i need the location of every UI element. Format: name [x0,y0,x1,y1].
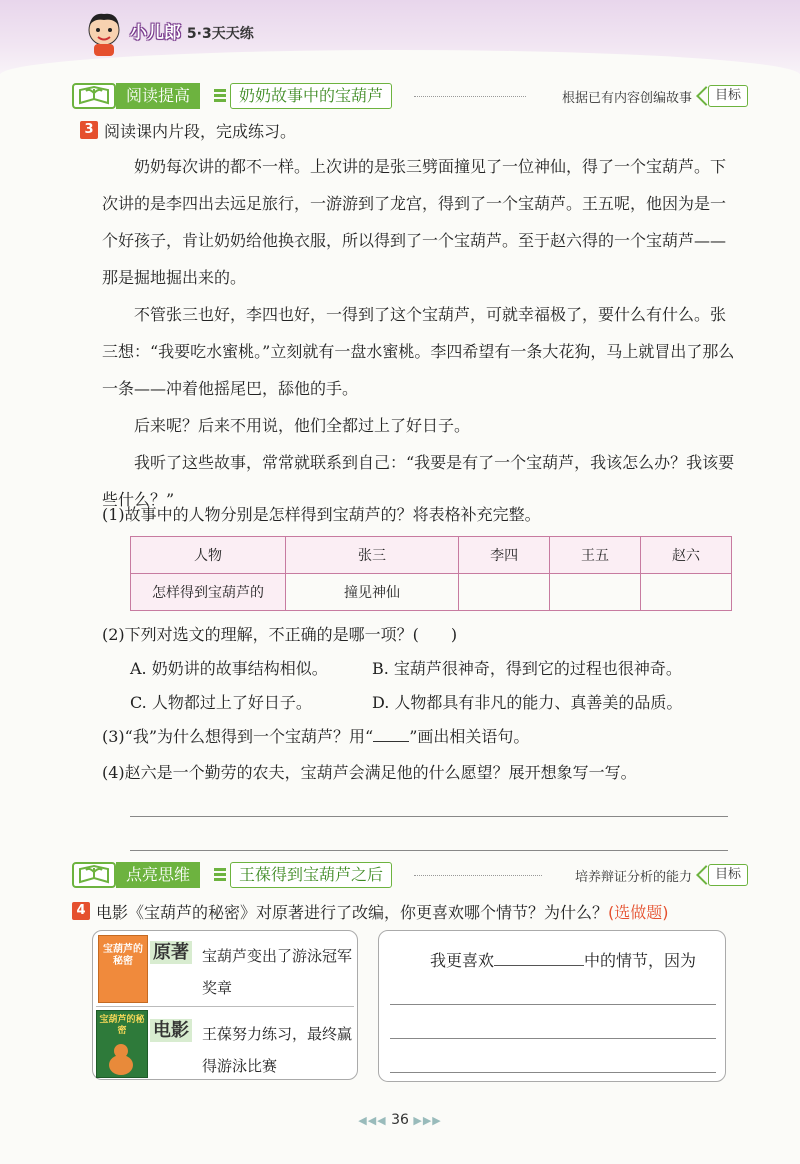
section-header-reading [72,83,748,109]
goal-tag: 目标 [708,864,748,886]
answer-prompt-text: 我更喜欢 [430,951,495,970]
book-description: 宝葫芦变出了游泳冠军奖章 [202,947,353,997]
section-label: 阅读提高 [116,83,200,109]
book-sprout-icon [72,862,116,888]
blank-line[interactable] [494,965,584,966]
option-c[interactable]: C. 人物都过上了好日子。 [130,693,312,712]
brand-title [130,18,254,43]
answer-line[interactable] [130,850,728,851]
answer-line[interactable] [390,1004,716,1005]
sub-question-1: (1)故事中的人物分别是怎样得到宝葫芦的？将表格补充完整。 [102,505,541,524]
table-header-cell: 人物 [131,537,286,574]
goal-tag: 目标 [708,85,748,107]
passage-paragraph: 我听了这些故事，常常就联系到自己：“我要是有了一个宝葫芦，我该怎么办？我该要些什么？” [102,453,735,509]
book-sprout-icon [72,83,116,109]
answer-prompt [430,948,696,971]
brand-series: 5·3天天练 [186,26,254,42]
brand-name: 小儿郎 [130,23,181,43]
question-prompt: 阅读课内片段，完成练习。 [104,122,297,141]
answer-line[interactable] [130,816,728,817]
table-header-cell: 李四 [459,537,550,574]
table-header-cell: 张三 [286,537,459,574]
book-tag-label: 原著 [150,941,192,964]
film-tag-label: 电影 [150,1019,192,1042]
equals-icon [214,868,226,882]
left-arrows-icon: ◀◀◀ [358,1114,387,1127]
answer-cell[interactable] [550,574,641,611]
question-prompt [96,900,669,923]
option-a[interactable]: A. 奶奶讲的故事结构相似。 [130,659,328,678]
optional-tag: (选做题) [608,903,669,922]
table-row-label: 怎样得到宝葫芦的 [131,574,286,611]
option-b[interactable]: B. 宝葫芦很神奇，得到它的过程也很神奇。 [372,659,682,678]
sub-question-2: (2)下列对选文的理解，不正确的是哪一项？( ) [102,625,458,644]
table-row [131,574,732,611]
section-goal: 培养辩证分析的能力 [574,870,692,885]
equals-icon [214,89,226,103]
sub-question-3 [102,724,529,747]
book-cover-title: 宝葫芦的秘密 [103,944,143,967]
book-tag [150,938,192,964]
film-description: 王葆努力练习，最终赢得游泳比赛 [202,1025,353,1075]
question-prompt-text: 电影《宝葫芦的秘密》对原著进行了改编，你更喜欢哪个情节？为什么？ [96,903,609,922]
sub-question-3-text-end: ”画出相关语句。 [409,727,530,746]
question-number: 4 [72,902,90,920]
mascot-logo [84,10,124,56]
answer-cell[interactable] [459,574,550,611]
sub-question-4: (4)赵六是一个勤劳的农夫，宝葫芦会满足他的什么愿望？展开想象写一写。 [102,763,637,782]
gourd-icon [97,1037,145,1077]
table-header-cell: 王五 [550,537,641,574]
answer-cell[interactable] [641,574,732,611]
sub-question-3-text: (3)“我”为什么想得到一个宝葫芦？用“ [102,727,374,746]
film-tag [150,1016,192,1042]
film-poster-title: 宝葫芦的秘密 [99,1015,145,1036]
passage-paragraph: 不管张三也好，李四也好，一得到了这个宝葫芦，可就幸福极了，要什么有什么。张三想：“我要吃水蜜桃。”立刻就有一盘水蜜桃。李四希望有一条大花狗，马上就冒出了那么一条——冲着他摇尾巴，舔他的手。 [102,305,735,398]
answer-line[interactable] [390,1038,716,1039]
passage [102,148,738,518]
page-footer [340,1112,460,1128]
question-number: 3 [80,121,98,139]
table-header-cell: 赵六 [641,537,732,574]
divider [414,96,526,97]
section-header-thinking [72,862,748,888]
table-cell: 撞见神仙 [286,574,459,611]
book-cover-image [98,935,148,1003]
passage-paragraph: 后来呢？后来不用说，他们全都过上了好日子。 [134,416,471,435]
section-label: 点亮思维 [116,862,200,888]
table-header-row [131,537,732,574]
underline-mark [373,741,409,742]
passage-paragraph: 奶奶每次讲的都不一样。上次讲的是张三劈面撞见了一位神仙，得了一个宝葫芦。下次讲的是李四出去远足旅行，一游游到了龙宫，得到了一个宝葫芦。王五呢，他因为是一个好孩子，肯让奶奶给他换衣服，所以得到了一个宝葫芦。至于赵六得的一个宝葫芦——那是掘地掘出来的。 [102,157,727,287]
section-title: 王葆得到宝葫芦之后 [230,862,392,888]
card-divider [96,1006,354,1007]
answer-prompt-text-end: 中的情节，因为 [584,951,697,970]
answer-table [130,536,732,611]
answer-line[interactable] [390,1072,716,1073]
divider [414,875,542,876]
section-goal: 根据已有内容创编故事 [561,91,692,106]
right-arrows-icon: ▶▶▶ [413,1114,442,1127]
section-title: 奶奶故事中的宝葫芦 [230,83,392,109]
option-d[interactable]: D. 人物都具有非凡的能力、真善美的品质。 [372,693,683,712]
page-number: 36 [391,1112,409,1128]
film-poster-image [96,1010,148,1078]
